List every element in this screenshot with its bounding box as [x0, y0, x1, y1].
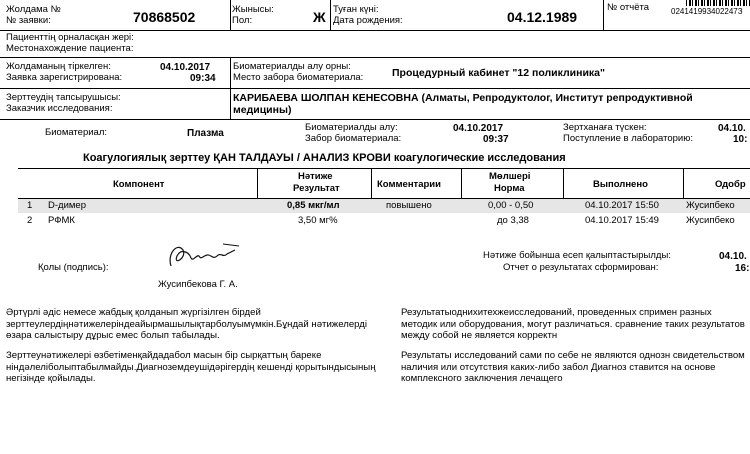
lab-time: 10:	[733, 134, 748, 145]
col-approved: Одобр	[715, 179, 746, 190]
place-label-kz: Биоматериалды алу орны:	[233, 61, 351, 72]
lab-label-ru: Поступление в лабораторию:	[563, 133, 693, 144]
row-approved: Жусипбеко	[686, 215, 735, 226]
gender-label-ru: Пол:	[232, 15, 253, 26]
collect-time: 09:37	[483, 134, 509, 145]
collect-label-kz: Биоматериалды алу:	[305, 122, 398, 133]
row-done: 04.10.2017 15:49	[585, 215, 659, 226]
barcode-icon	[686, 0, 750, 6]
collect-label-ru: Забор биоматериала:	[305, 133, 402, 144]
customer-label-kz: Зерттеудің тапсырушысы:	[6, 92, 121, 103]
formed-time: 16:	[735, 263, 750, 274]
signature-image	[163, 236, 243, 272]
collect-date: 04.10.2017	[453, 123, 504, 134]
note-ru-1: Результатыоднихитехжеисследований, проведенных спримен разных методик или оборудования, могут различаться. сравнение таких результатов между собой не является корректн	[401, 307, 745, 341]
formed-label-kz: Нәтиже бойынша есеп қалыптастырылды:	[483, 250, 671, 261]
gender-label-kz: Жынысы:	[232, 4, 274, 15]
row-component: D-димер	[48, 200, 86, 211]
place-label-ru: Место забора биоматериала:	[233, 72, 364, 83]
row-done: 04.10.2017 15:50	[585, 200, 659, 211]
col-done: Выполнено	[593, 179, 648, 190]
location-label-kz: Пациенттің орналасқан жері:	[6, 32, 134, 43]
row-number: 2	[27, 215, 33, 226]
biomaterial-value: Плазма	[187, 128, 224, 139]
row-norm: до 3,38	[497, 215, 529, 226]
dob-label-kz: Туған күні:	[333, 4, 379, 15]
registration-label-ru: Заявка зарегистрирована:	[6, 72, 123, 83]
signature-name: Жусипбекова Г. А.	[158, 279, 238, 290]
referral-label-ru: № заявки:	[6, 15, 51, 26]
lab-date: 04.10.	[718, 123, 746, 134]
note-kz-2: Зерттеунәтижелері өзбетіменқайдадабол масын бір сырқаттың бареке ніндәлеліболыптабылмайды.Диагноземдеушідәрігердің кешенді қорытындысының негізінде қойылады.	[6, 350, 376, 384]
note-kz-1: Әртүрлі әдіс немесе жабдық қолданып жүргізілген бірдей зерттеулердіңнәтижелеріндеайырмашылықтарболуымүмкін.Бұндай нәтижелерді өзара салыстыру дұрыс емес болып табылады.	[6, 307, 368, 341]
lab-label-kz: Зертханаға түскен:	[563, 122, 647, 133]
biomaterial-label: Биоматериал:	[45, 127, 108, 138]
formed-label-ru: Отчет о результатах сформирован:	[503, 262, 659, 273]
row-component: РФМК	[48, 215, 75, 226]
registration-date: 04.10.2017	[160, 62, 211, 73]
col-norm-kz: Мөлшері	[489, 171, 531, 182]
location-label-ru: Местонахождение пациента:	[6, 43, 134, 54]
col-norm-ru: Норма	[494, 183, 525, 194]
customer-name-cont: медицины)	[233, 104, 292, 116]
dob-value: 04.12.1989	[507, 9, 578, 25]
row-approved: Жусипбеко	[686, 200, 735, 211]
referral-label-kz: Жолдама №	[6, 4, 61, 15]
col-result-kz: Нәтиже	[298, 171, 333, 182]
report-title: Коагулогиялық зерттеу ҚАН ТАЛДАУЫ / АНАЛИЗ КРОВИ коагулогические исследования	[83, 152, 566, 164]
referral-number: 70868502	[133, 9, 196, 25]
dob-label-ru: Дата рождения:	[333, 15, 403, 26]
signature-label: Қолы (подпись):	[38, 262, 109, 273]
col-result-ru: Результат	[293, 183, 340, 194]
row-norm: 0,00 - 0,50	[488, 200, 534, 211]
customer-label-ru: Заказчик исследования:	[6, 103, 113, 114]
note-ru-2: Результаты исследований сами по себе не являются однозн свидетельством наличия или отсутствия каких-либо забол Диагноз ставится на основе комплексного заключения лечащего	[401, 350, 745, 384]
gender-value: Ж	[313, 9, 326, 25]
row-number: 1	[27, 200, 33, 211]
formed-date: 04.10.	[719, 251, 747, 262]
row-result: 0,85 мкг/мл	[287, 200, 340, 211]
report-label: № отчёта	[607, 2, 650, 13]
col-component: Компонент	[113, 179, 165, 190]
registration-time: 09:34	[190, 73, 216, 84]
place-value: Процедурный кабинет "12 поликлиника"	[392, 67, 605, 79]
col-comments: Комментарии	[377, 179, 441, 190]
row-comment: повышено	[386, 200, 432, 211]
registration-label-kz: Жолдаманың тіркелген:	[6, 61, 111, 72]
row-result: 3,50 мг%	[298, 215, 338, 226]
customer-name: КАРИБАЕВА ШОЛПАН КЕНЕСОВНА (Алматы, Репродуктолог, Институт репродуктивной	[233, 92, 693, 104]
report-number: 024141993402247З	[671, 7, 743, 16]
